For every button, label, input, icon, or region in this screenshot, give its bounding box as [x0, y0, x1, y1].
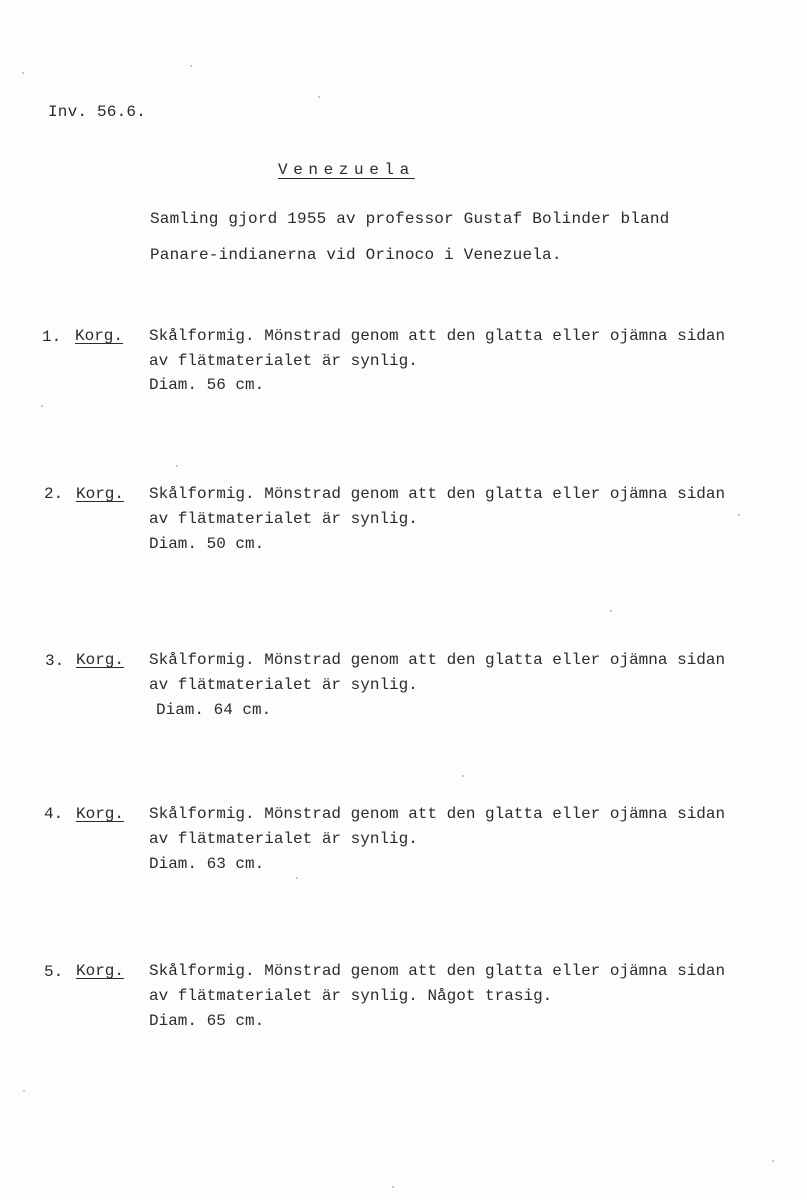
entry-number: 2. — [44, 485, 64, 503]
entry-description-cont: av flätmaterialet är synlig. — [149, 352, 418, 370]
entry-label: Korg. — [76, 962, 125, 980]
scan-speck — [176, 465, 178, 467]
scan-speck — [190, 65, 192, 67]
entry-diameter: Diam. 50 cm. — [149, 535, 265, 553]
scan-speck — [41, 405, 43, 407]
entry-label: Korg. — [76, 485, 125, 503]
entry-description: Skålformig. Mönstrad genom att den glatta eller ojämna sidan — [149, 485, 726, 503]
scan-speck — [23, 1090, 25, 1092]
entry-diameter: Diam. 64 cm. — [156, 701, 272, 719]
scan-speck — [392, 1186, 394, 1188]
scan-speck — [772, 1160, 774, 1162]
intro-line-2: Panare-indianerna vid Orinoco i Venezuela. — [150, 246, 562, 264]
entry-label: Korg. — [76, 651, 125, 669]
entry-diameter: Diam. 56 cm. — [149, 376, 265, 394]
entry-number: 4. — [44, 805, 64, 823]
entry-description-cont: av flätmaterialet är synlig. Något trasig. — [149, 987, 553, 1005]
scan-speck — [738, 514, 740, 516]
entry-description: Skålformig. Mönstrad genom att den glatta eller ojämna sidan — [149, 805, 726, 823]
scan-speck — [462, 775, 464, 777]
entry-description: Skålformig. Mönstrad genom att den glatta eller ojämna sidan — [149, 327, 726, 345]
entry-label: Korg. — [76, 805, 125, 823]
scan-speck — [318, 96, 320, 98]
entry-diameter: Diam. 65 cm. — [149, 1012, 265, 1030]
scan-speck — [296, 877, 298, 879]
scan-speck — [22, 72, 24, 74]
entry-description: Skålformig. Mönstrad genom att den glatta eller ojämna sidan — [149, 962, 726, 980]
entry-number: 3. — [45, 652, 65, 670]
intro-line-1: Samling gjord 1955 av professor Gustaf Bolinder bland — [150, 210, 670, 228]
inventory-number: Inv. 56.6. — [48, 103, 147, 121]
page-title: Venezuela — [278, 161, 415, 179]
entry-description-cont: av flätmaterialet är synlig. — [149, 676, 418, 694]
entry-label: Korg. — [75, 327, 124, 345]
entry-number: 5. — [44, 963, 64, 981]
scan-speck — [610, 610, 612, 612]
entry-description: Skålformig. Mönstrad genom att den glatta eller ojämna sidan — [149, 651, 726, 669]
entry-number: 1. — [42, 328, 62, 346]
entry-description-cont: av flätmaterialet är synlig. — [149, 830, 418, 848]
entry-diameter: Diam. 63 cm. — [149, 855, 265, 873]
entry-description-cont: av flätmaterialet är synlig. — [149, 510, 418, 528]
